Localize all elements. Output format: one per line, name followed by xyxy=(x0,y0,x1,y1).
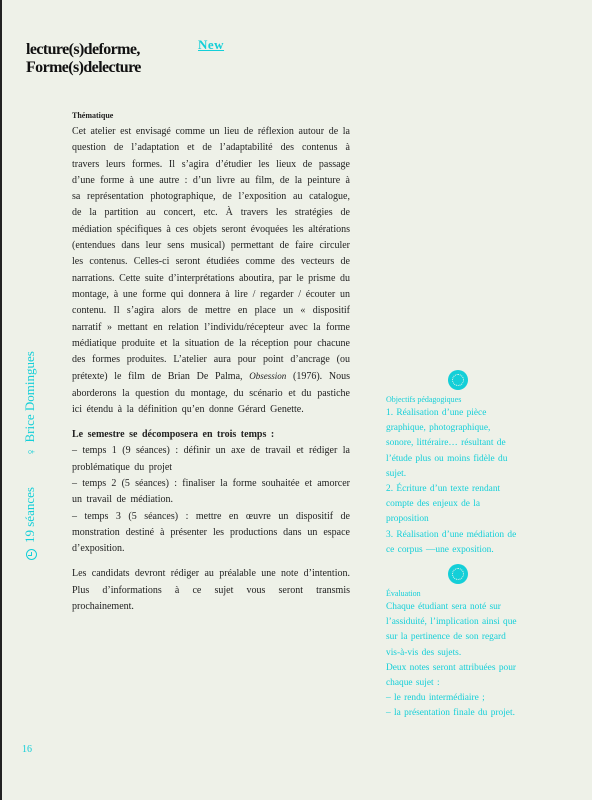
page-title xyxy=(26,41,141,77)
sessions-label: 19 séances xyxy=(22,487,38,543)
title-line-1: lecture(s)deforme, xyxy=(26,41,140,58)
evaluation-heading: Évaluation xyxy=(386,589,421,599)
new-link[interactable]: New xyxy=(198,37,225,52)
candidats-paragraph: Les candidats devront rédiger au préalable une note d’intention. Plus d’informations à ce sujet vous seront transmis prochainement. xyxy=(72,568,350,613)
thematique-text: Cet atelier est envisagé comme un lieu de réflexion autour de la question de l’adaptation et de l’adaptabilité des contenus à travers leurs formes. Il s’agira d’étudier les lieux de passage d’une forme à une autre : d’un livre au film, de la peinture à sa représentation photographique, de l’exposition au catalogue, de la partition au concert, etc. À travers les stratégies de médiation spécifiques à ces objets seront évoquées les altérations (entendues dans leur sens musical) permettant de faire circuler les contenus. Celles-ci seront étudiées comme des vecteurs de narrations. Cette suite d’interprétations aboutira, par le prisme du montage, à une forme qui donnera à lire / regarder / écouter un contenu. Il s’agira alors de mettre en place un « dispositif narratif » mettant en relation l’individu/récepteur avec la forme médiatique produite et la situation de la réception pour chacune des formes produites. L’atelier aura pour point d’ancrage (ou prétexte) le film de Brian De Palma, xyxy=(72,126,350,383)
objectif-item: 3. Réalisation d’une médiation de ce corpus —une exposition. xyxy=(386,529,517,555)
film-year: (1976). xyxy=(292,371,323,383)
author-group xyxy=(21,351,40,456)
author-label: Brice Domingues xyxy=(21,351,37,443)
evaluation-item: – le rendu intermédiaire ; xyxy=(386,693,485,704)
sessions-group xyxy=(21,487,39,560)
temps-item: – temps 1 (9 séances) : définir un axe de travail et rédiger la problématique du projet xyxy=(72,445,350,473)
evaluation-text-2: Deux notes seront attribuées pour chaque sujet : xyxy=(386,662,517,689)
temps-item: – temps 2 (5 séances) : finaliser la forme souhaitée et amorcer un travail de médiation. xyxy=(72,477,350,506)
objectifs-heading: Objectifs pédagogiques xyxy=(386,395,462,404)
thematique-paragraph xyxy=(72,124,350,418)
title-line-2: Forme(s)delecture xyxy=(26,59,141,76)
temps-item: – temps 3 (5 séances) : mettre en œuvre un dispositif de monstration destiné à présenter les productions dans un espace d’exposition. xyxy=(72,510,350,555)
film-title: Obsession xyxy=(249,371,287,382)
sidebar-vertical-info xyxy=(20,280,38,560)
semestre-heading: Le semestre se décomposera en trois temps : xyxy=(72,429,275,441)
clock-icon xyxy=(26,549,37,560)
evaluation-dot-icon xyxy=(448,564,468,584)
left-border-rule xyxy=(0,0,2,800)
thematique-text-2: Nous aborderons la question du montage, du scénario et du pastiche ici étendu à la définition qu’en donne Gérard Genette. xyxy=(72,371,350,416)
person-icon: ♀ xyxy=(23,447,38,457)
page-number: 16 xyxy=(22,744,32,755)
main-column xyxy=(72,110,350,615)
objectif-item: 2. Écriture d’un texte rendant compte des enjeux de la proposition xyxy=(386,484,501,525)
evaluation-item: – la présentation finale du projet. xyxy=(386,708,515,719)
objectifs-dot-icon xyxy=(448,370,468,390)
evaluation-text: Chaque étudiant sera noté sur l’assiduité, l’implication ainsi que sur la pertinence de son regard vis-à-vis des sujets. xyxy=(386,602,517,658)
right-column xyxy=(386,370,518,722)
thematique-heading: Thématique xyxy=(72,111,114,120)
objectif-item: 1. Réalisation d’une pièce graphique, photographique, sonore, littéraire… résultant de l’étude plus ou moins fidèle du sujet. xyxy=(386,408,508,479)
